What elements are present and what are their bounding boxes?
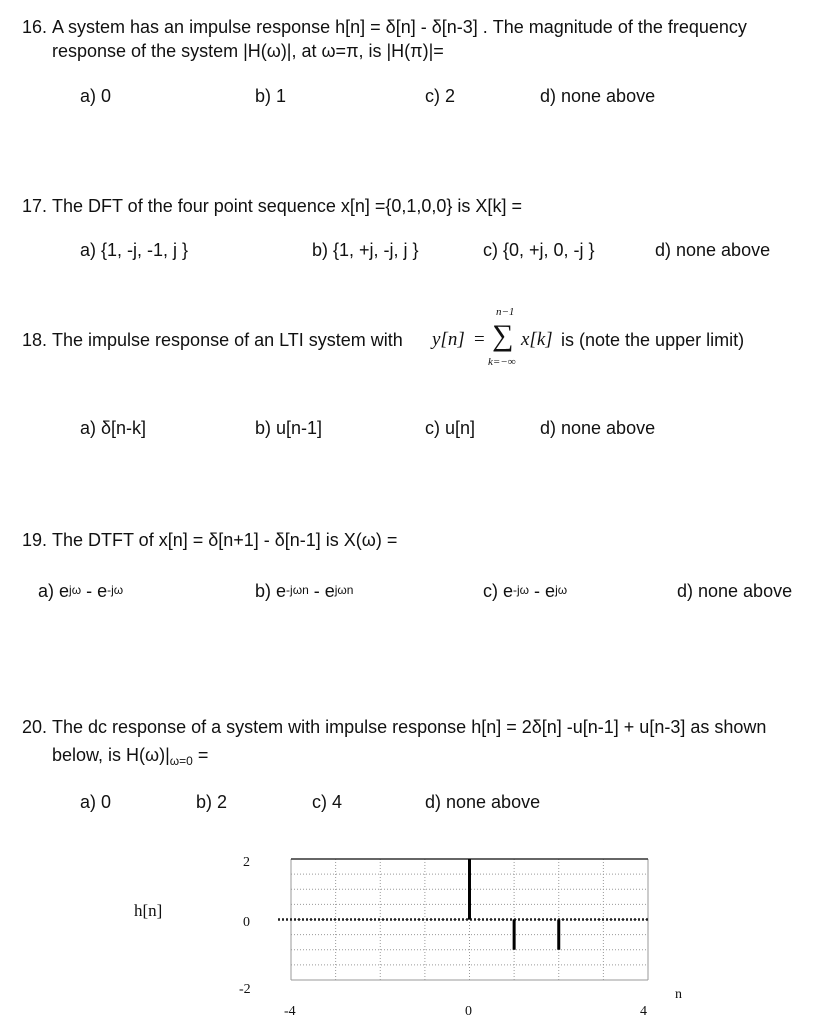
q16-text-line2: response of the system |H(ω)|, at ω=π, is |H(π)|= [52, 41, 444, 61]
q18-sum-symbol: ∑ [492, 319, 514, 352]
q17-option-b[interactable]: b) {1, +j, -j, j } [312, 240, 419, 260]
q20-text-line2: below, is $H(\omega)|_{\omega=0}$ = [52, 745, 209, 768]
q20-option-c[interactable]: c) 4 [312, 792, 343, 812]
q17-text: The DFT of the four point sequence x[n] ={0,1,0,0} is X[k] = [52, 196, 522, 216]
q20-option-b[interactable]: b) 2 [196, 792, 228, 812]
x-tick-label-neg4: -4 [284, 1004, 296, 1019]
q18-suffix: is (note the upper limit) [561, 330, 745, 350]
q17-option-d[interactable]: d) none above [655, 240, 771, 260]
x-tick-label-4: 4 [640, 1004, 647, 1019]
chart-ylabel: h[n] [134, 901, 163, 920]
chart-xlabel: n [675, 987, 682, 1002]
q18-option-d[interactable]: d) none above [540, 418, 656, 438]
q18-eq-rhs: x[k] [521, 329, 553, 350]
q17-number: 17. [22, 196, 48, 216]
q18-option-b[interactable]: b) u[n-1] [255, 418, 323, 438]
q20-number: 20. [22, 717, 48, 737]
q18-eq-equals: = [474, 329, 485, 350]
plot-stems [470, 859, 559, 950]
q16-option-a[interactable]: a) 0 [80, 86, 112, 106]
q18-option-c[interactable]: c) u[n] [425, 418, 476, 438]
q18-number: 18. [22, 330, 48, 350]
q18-option-a[interactable]: a) δ[n-k] [80, 418, 147, 438]
q20-option-a[interactable]: a) 0 [80, 792, 112, 812]
q19-number: 19. [22, 530, 48, 550]
q20-option-d[interactable]: d) none above [425, 792, 541, 812]
q17-option-c[interactable]: c) {0, +j, 0, -j } [483, 240, 595, 260]
y-tick-label-2: 2 [243, 855, 250, 870]
q19-option-a[interactable]: a) $e^{j\omega} - e^{-j\omega}$ [38, 581, 124, 601]
q19-option-c[interactable]: c) $e^{-j\omega} - e^{j\omega}$ [483, 581, 568, 601]
q19-option-d[interactable]: d) none above [677, 581, 793, 601]
y-tick-label-neg2: -2 [239, 982, 251, 997]
q19-option-b[interactable]: b) $e^{-j\omega n} - e^{j\omega n}$ [255, 581, 354, 601]
q18-eq-lhs: y[n] [432, 329, 465, 350]
q19-text: The DTFT of x[n] = δ[n+1] - δ[n-1] is X(ω) = [52, 530, 398, 550]
q16-option-d[interactable]: d) none above [540, 86, 656, 106]
q18-sum-upper: n−1 [496, 306, 515, 318]
q16-option-b[interactable]: b) 1 [255, 86, 287, 106]
q17-option-a[interactable]: a) {1, -j, -1, j } [80, 240, 189, 260]
q16-text-line1: A system has an impulse response h[n] = δ[n] - δ[n-3] . The magnitude of the frequency [52, 17, 747, 37]
plot-grid [278, 859, 648, 980]
q18-sum-lower: k=−∞ [488, 356, 516, 368]
y-tick-label-0: 0 [243, 915, 250, 930]
q18-text: The impulse response of an LTI system with [52, 330, 403, 350]
q16-number: 16. [22, 17, 48, 37]
x-tick-label-0: 0 [465, 1004, 472, 1019]
q20-text-line1: The dc response of a system with impulse response h[n] = 2δ[n] -u[n-1] + u[n-3] as shown [52, 717, 767, 737]
q16-option-c[interactable]: c) 2 [425, 86, 456, 106]
